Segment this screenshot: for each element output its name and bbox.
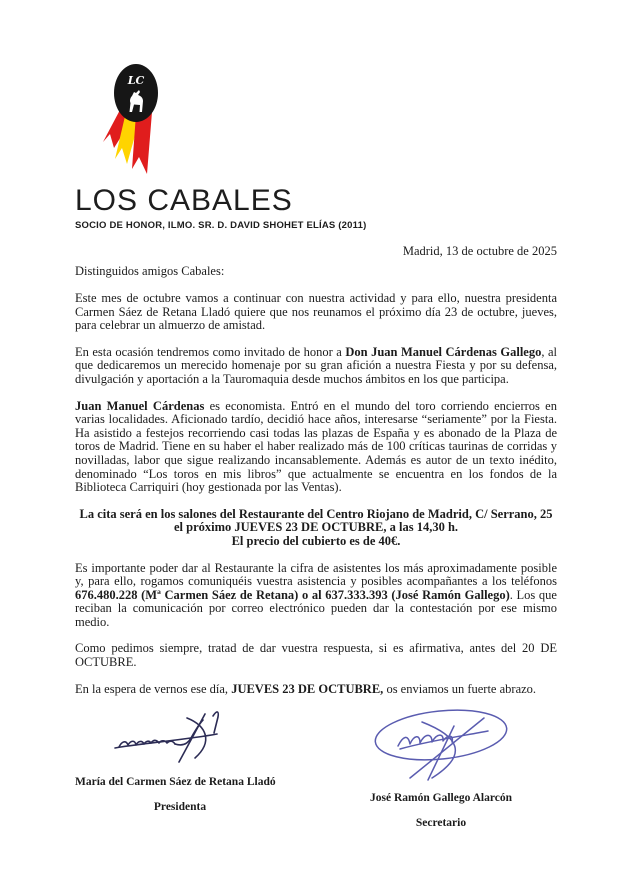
los-cabales-logo	[81, 62, 191, 178]
paragraph-activity: Este mes de octubre vamos a continuar con nuestra actividad y para ello, nuestra presidenta Carmen Sáez de Retana Lladó quiere que nos reunamos el próximo día 23 de octubre, jueves, para celebrar un almuerzo de amistad.	[75, 291, 557, 333]
signature-left	[75, 708, 340, 813]
paragraph-farewell: En la espera de vernos ese día, JUEVES 23 DE OCTUBRE, os enviamos un fuerte abrazo.	[75, 681, 537, 696]
paragraph-rsvp-phones: Es importante poder dar al Restaurante la cifra de asistentes los más aproximadamente posible y, para ello, rogamos comuniquéis vuestra asistencia y posibles acompañantes a los teléfonos 676.480.228 (Mª Carmen Sáez de Retana) o al 637.333.393 (José Ramón Gallego). Los que reciban la comunicación por correo electrónico pueden dar la contestación por ese mismo medio.	[75, 560, 557, 629]
salutation: Distinguidos amigos Cabales:	[75, 264, 225, 278]
paragraph-guest-of-honor: En esta ocasión tendremos como invitado de honor a Don Juan Manuel Cárdenas Gallego, al que dedicaremos un merecido homenaje por su gran afición a nuestra Fiesta y por su defensa, divulgación y aportación a la Tauromaquia desde muchos ámbitos en los que participa.	[75, 344, 557, 386]
signature-right	[341, 708, 541, 829]
presidenta-role: Presidenta	[153, 801, 207, 814]
logo-initials: LC	[127, 74, 145, 87]
page-title: LOS CABALES	[75, 184, 293, 217]
secretario-name: José Ramón Gallego Alarcón	[370, 792, 512, 805]
honor-subtitle: SOCIO DE HONOR, ILMO. SR. D. DAVID SHOHET ELÍAS (2011)	[75, 220, 367, 231]
signature-block	[75, 708, 557, 829]
secretario-role: Secretario	[415, 817, 467, 830]
dateline: Madrid, 13 de octubre de 2025	[402, 244, 557, 258]
paragraph-venue-details: La cita será en los salones del Restaurante del Centro Riojano de Madrid, C/ Serrano, 25 el próximo JUEVES 23 DE OCTUBRE, a las 14,30 h. El precio del cubierto es de 40€.	[79, 506, 553, 548]
secretario-signature-icon	[366, 708, 516, 782]
presidenta-name: María del Carmen Sáez de Retana Lladó	[75, 776, 276, 789]
paragraph-biography: Juan Manuel Cárdenas es economista. Entró en el mundo del toro corriendo encierros en varias localidades. Aficionado tardío, decidió hace años, interesarse “seriamente” por la Fiesta. Ha asistido a festejos recorriendo casi todas las plazas de España y es abonado de la Plaza de toros de Madrid. Tiene en su haber el haber realizado más de 100 críticas taurinas de corridas y novilladas, labor que sigue realizando incansablemente. Además es autor de un texto inédito, denominado “Los toros en mis libros” que actualmente se encuentra en los fondos de la Biblioteca Carriquiri (hoy gestionada por las Ventas).	[75, 398, 557, 495]
presidenta-signature-icon	[109, 708, 249, 766]
paragraph-deadline: Como pedimos siempre, tratad de dar vuestra respuesta, si es afirmativa, antes del 20 DE OCTUBRE.	[75, 641, 557, 670]
